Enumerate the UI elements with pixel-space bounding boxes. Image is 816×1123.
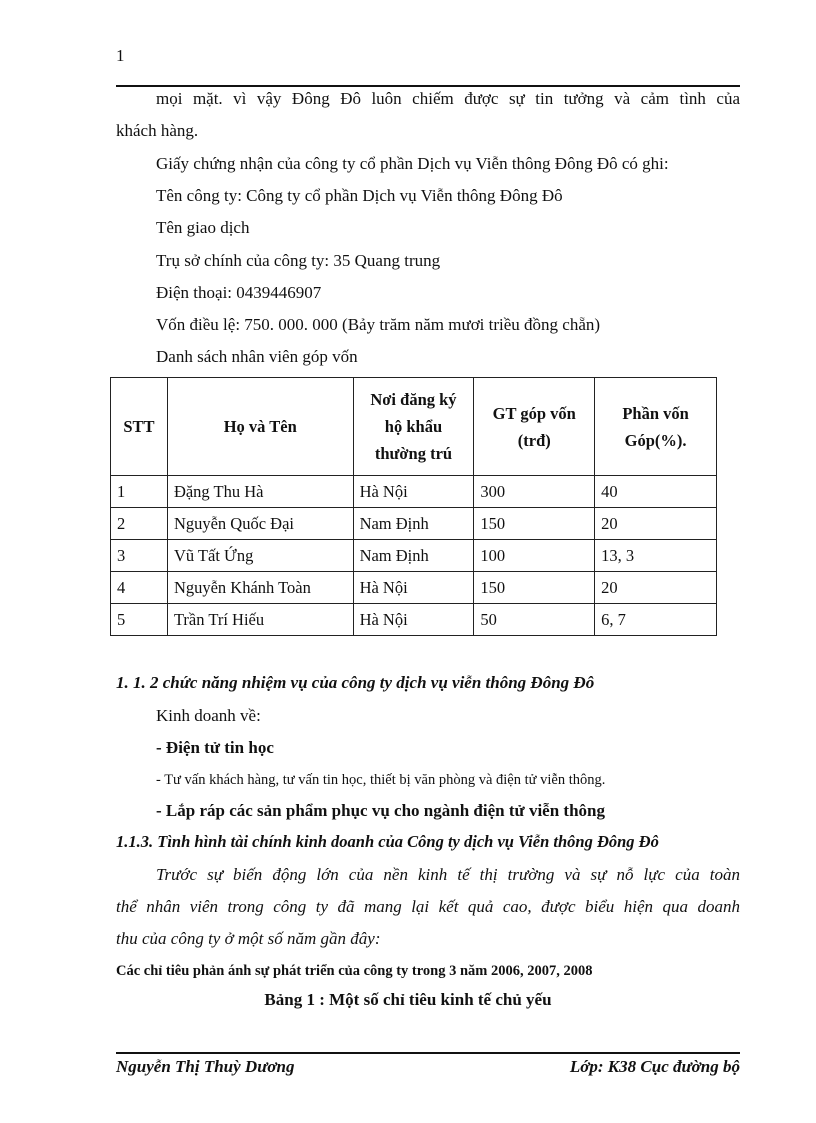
header-rule [116,85,740,87]
footer-author: Nguyễn Thị Thuỳ Dương [116,1057,295,1076]
cell-stt: 3 [111,540,168,572]
cell-share: 40 [595,476,717,508]
certificate-line: Giấy chứng nhận của công ty cổ phần Dịch vụ Viễn thông Đông Đô có ghi: [156,154,669,173]
cell-share: 6, 7 [595,604,717,636]
section-heading-1-1-2: 1. 1. 2 chức năng nhiệm vụ của công ty dịch vụ viễn thông Đông Đô [116,673,595,692]
finance-para-line-2: thể nhân viên trong công ty đã mang lại kết quả cao, được biểu hiện qua doanh [116,897,740,916]
footer-class: Lớp: K38 Cục đường bộ [569,1057,740,1076]
page-number: 1 [116,46,125,65]
indicators-line: Các chỉ tiêu phản ánh sự phát triển của công ty trong 3 năm 2006, 2007, 2008 [116,963,593,979]
cell-stt: 4 [111,572,168,604]
finance-para-line-3: thu của công ty ở một số năm gần đây: [116,929,381,948]
cell-place: Hà Nội [353,476,474,508]
header-share [595,378,717,476]
business-item-1: - Điện tử tin học [156,738,274,757]
table-header-row [111,378,717,476]
cell-stt: 1 [111,476,168,508]
header-stt: STT [111,378,168,476]
business-item-3: - Lắp ráp các sản phẩm phục vụ cho ngành điện tử viễn thông [156,801,605,820]
cell-place: Hà Nội [353,604,474,636]
footer-rule [116,1052,740,1054]
header-share-line-1: Phần vốn [622,403,689,423]
phone-line: Điện thoại: 0439446907 [156,283,322,302]
header-residence-line-3: thường trú [374,444,453,463]
intro-line-2: khách hàng. [116,121,199,140]
cell-stt: 5 [111,604,168,636]
section-heading-1-1-3: 1.1.3. Tình hình tài chính kinh doanh của Công ty dịch vụ Viễn thông Đông Đô [116,832,659,851]
cell-place: Hà Nội [353,572,474,604]
head-office-line: Trụ sở chính của công ty: 35 Quang trung [156,251,441,270]
company-name-line: Tên công ty: Công ty cổ phần Dịch vụ Viễn thông Đông Đô [156,186,563,205]
header-contribution-line-1: GT góp vốn [492,403,576,423]
header-contribution-line-2: (trđ) [517,430,551,450]
cell-name: Nguyễn Quốc Đại [167,508,353,540]
table-row [111,508,717,540]
table-row [111,604,717,636]
cell-amount: 300 [474,476,595,508]
header-residence-line-1: Nơi đăng ký [370,390,457,409]
table-row [111,540,717,572]
cell-amount: 150 [474,572,595,604]
cell-place: Nam Định [353,540,474,572]
header-residence [353,378,474,476]
cell-amount: 100 [474,540,595,572]
table-row [111,476,717,508]
cell-share: 13, 3 [595,540,717,572]
capital-contributors-table [110,377,717,636]
header-share-line-2: Góp(%). [624,430,687,450]
member-list-title: Danh sách nhân viên góp vốn [156,347,358,366]
cell-name: Nguyễn Khánh Toàn [167,572,353,604]
cell-share: 20 [595,572,717,604]
header-contribution [474,378,595,476]
cell-name: Trần Trí Hiếu [167,604,353,636]
table-row [111,572,717,604]
header-residence-line-2: hộ khẩu [384,417,443,436]
intro-line-1: mọi mặt. vì vậy Đông Đô luôn chiếm được sự tin tưởng và cảm tình của [156,89,740,108]
capital-line: Vốn điều lệ: 750. 000. 000 (Bảy trăm năm mươi triều đồng chẵn) [156,315,601,334]
cell-stt: 2 [111,508,168,540]
table-1-title: Bảng 1 : Một số chỉ tiêu kinh tế chủ yếu [264,990,552,1009]
cell-name: Vũ Tất Ứng [167,540,353,572]
finance-para-line-1: Trước sự biến động lớn của nền kinh tế thị trường và sự nỗ lực của toàn [156,865,740,884]
trade-name-line: Tên giao dịch [156,218,250,237]
cell-share: 20 [595,508,717,540]
cell-amount: 150 [474,508,595,540]
business-item-2: - Tư vấn khách hàng, tư vấn tin học, thiết bị văn phòng và điện tử viễn thông. [156,772,606,788]
cell-place: Nam Định [353,508,474,540]
cell-name: Đặng Thu Hà [167,476,353,508]
business-line: Kinh doanh về: [156,706,261,725]
cell-amount: 50 [474,604,595,636]
header-name: Họ và Tên [167,378,353,476]
